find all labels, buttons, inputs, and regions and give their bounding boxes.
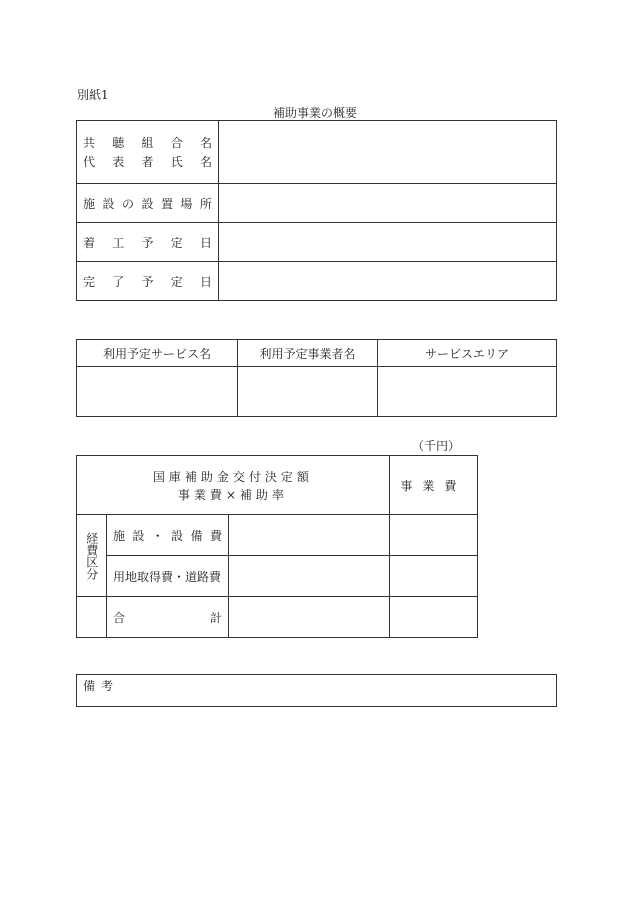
remarks-label: 備考 — [83, 679, 120, 693]
land-road-label: 用地取得費・道路費 — [107, 556, 229, 597]
total-cost-cell[interactable] — [389, 597, 477, 638]
service-area-header: サービスエリア — [378, 340, 557, 367]
facility-grant-cell[interactable] — [229, 515, 390, 556]
provider-name-cell[interactable] — [238, 367, 378, 417]
completion-date-value-cell[interactable] — [219, 262, 557, 301]
service-area-cell[interactable] — [378, 367, 557, 417]
union-name-value-cell[interactable] — [219, 121, 557, 184]
completion-date-label: 完 了 予 定 日 — [83, 274, 212, 289]
service-name-header: 利用予定サービス名 — [77, 340, 238, 367]
service-name-cell[interactable] — [77, 367, 238, 417]
grant-amount-header — [77, 456, 390, 515]
land-cost-cell[interactable] — [389, 556, 477, 597]
land-grant-cell[interactable] — [229, 556, 390, 597]
expense-category-label: 経費区分 — [77, 515, 107, 597]
project-cost-header: 事業費 — [389, 456, 477, 515]
start-date-value-cell[interactable] — [219, 223, 557, 262]
union-name-label-cell — [77, 121, 219, 184]
start-date-label: 着 工 予 定 日 — [83, 235, 212, 250]
union-name-label: 共 聴 組 合 名 — [83, 136, 212, 150]
cost-table — [76, 455, 478, 638]
total-grant-cell[interactable] — [229, 597, 390, 638]
grant-amount-header-line2: 事業費×補助率 — [177, 487, 288, 502]
service-table — [76, 339, 557, 417]
total-label: 合 計 — [107, 597, 229, 638]
facility-equipment-label: 施 設 ・ 設 備 費 — [107, 515, 229, 556]
facility-location-value-cell[interactable] — [219, 184, 557, 223]
overview-table — [76, 120, 557, 301]
facility-cost-cell[interactable] — [389, 515, 477, 556]
representative-name-label: 代 表 者 氏 名 — [83, 155, 212, 169]
attachment-label: 別紙1 — [77, 88, 109, 102]
page-title: 補助事業の概要 — [272, 106, 357, 120]
provider-name-header: 利用予定事業者名 — [238, 340, 378, 367]
grant-amount-header-line1: 国庫補助金交付決定額 — [152, 469, 313, 484]
unit-note: （千円） — [412, 439, 461, 453]
remarks-box[interactable] — [76, 674, 557, 707]
facility-location-label: 施 設 の 設 置 場 所 — [83, 196, 212, 211]
